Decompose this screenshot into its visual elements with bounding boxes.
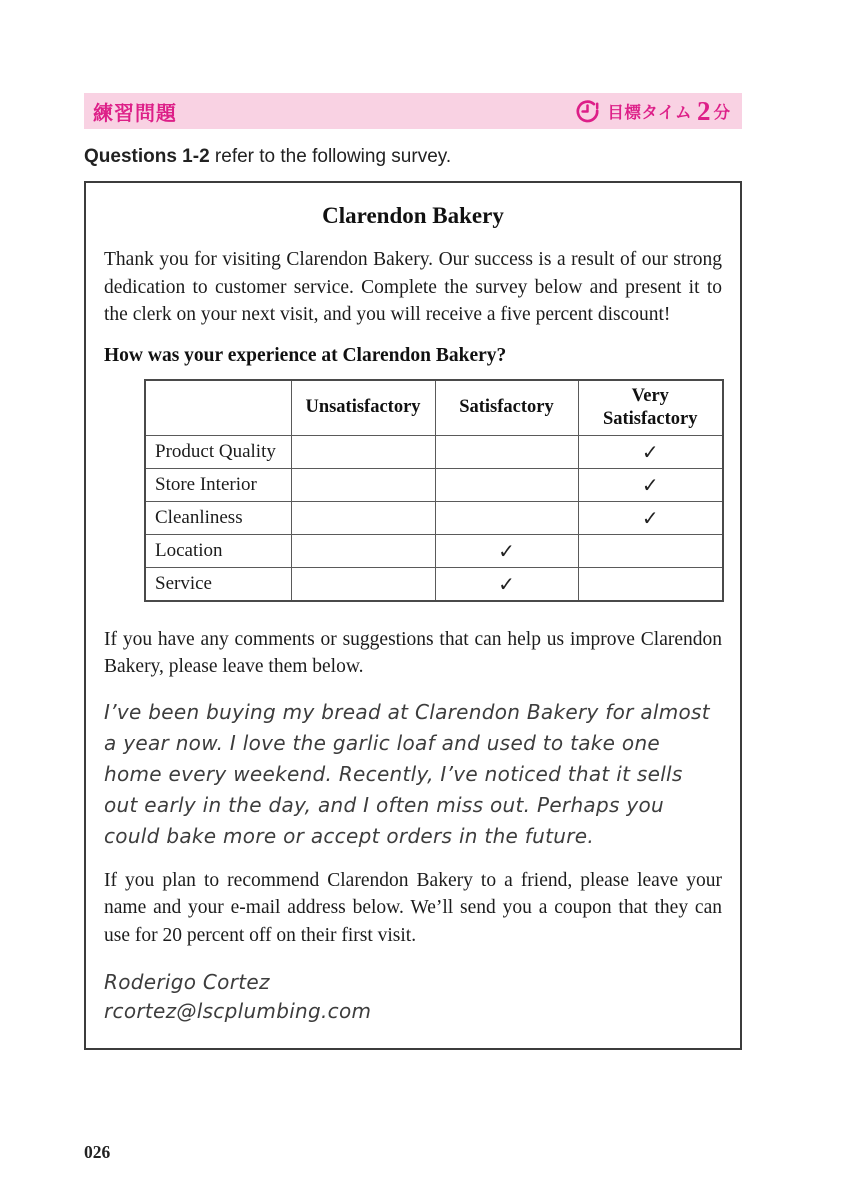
signature-name: Roderigo Cortez	[104, 970, 270, 994]
row-label: Product Quality	[145, 436, 291, 469]
experience-question-heading: How was your experience at Clarendon Bakery?	[104, 344, 507, 366]
table-row-store-interior	[145, 469, 723, 502]
table-row-cleanliness	[145, 502, 723, 535]
check-cell-unsatisfactory	[291, 469, 435, 502]
check-cell-satisfactory	[435, 469, 578, 502]
check-cell-unsatisfactory	[291, 535, 435, 568]
practice-header-bar	[84, 93, 742, 129]
row-label: Service	[145, 568, 291, 601]
table-row-location	[145, 535, 723, 568]
check-cell-very-satisfactory: ✓	[578, 469, 723, 502]
check-cell-satisfactory: ✓	[435, 568, 578, 601]
signature-block	[104, 968, 722, 1026]
check-cell-satisfactory	[435, 502, 578, 535]
questions-intro-rest: refer to the following survey.	[209, 146, 452, 167]
check-cell-unsatisfactory	[291, 436, 435, 469]
column-header-satisfactory: Satisfactory	[435, 380, 578, 436]
clock-icon	[575, 99, 607, 124]
timer-label: 目標タイム	[607, 103, 692, 122]
row-label: Location	[145, 535, 291, 568]
questions-intro	[84, 146, 742, 168]
target-time-badge	[575, 95, 730, 126]
column-header-very-satisfactory: Very Satisfactory	[578, 380, 723, 436]
check-cell-satisfactory: ✓	[435, 535, 578, 568]
recommend-paragraph: If you plan to recommend Clarendon Bakery to a friend, please leave your name and your e-mail address below. We’ll send you a coupon that they can use for 20 percent off on their first visit.	[104, 869, 722, 946]
survey-intro-paragraph: Thank you for visiting Clarendon Bakery. Our success is a result of our strong dedication to customer service. Complete the survey below and present it to the clerk on your next visit, and you will receive a five percent discount!	[104, 249, 722, 325]
rating-table-header-row	[145, 380, 723, 436]
comments-prompt-paragraph: If you have any comments or suggestions that can help us improve Clarendon Bakery, please leave them below.	[104, 628, 722, 677]
check-cell-very-satisfactory	[578, 568, 723, 601]
rating-table	[144, 379, 724, 602]
timer-unit: 分	[713, 103, 730, 122]
survey-title: Clarendon Bakery	[322, 203, 504, 228]
check-cell-very-satisfactory: ✓	[578, 502, 723, 535]
row-label: Cleanliness	[145, 502, 291, 535]
questions-range: Questions 1-2	[84, 146, 210, 167]
column-header-unsatisfactory: Unsatisfactory	[291, 380, 435, 436]
page-number: 026	[84, 1142, 111, 1162]
signature-email: rcortez@lscplumbing.com	[104, 999, 372, 1023]
customer-comment-handwritten: I’ve been buying my bread at Clarendon Bakery for almost a year now. I love the garlic loaf and used to take one home every weekend. Recently, I’ve noticed that it sells out early in the day, and I often miss out. Perhaps you could bake more or accept orders in the future.	[104, 699, 710, 848]
practice-label: 練習問題	[93, 102, 177, 125]
check-cell-satisfactory	[435, 436, 578, 469]
check-cell-very-satisfactory	[578, 535, 723, 568]
row-label: Store Interior	[145, 469, 291, 502]
column-header-blank	[145, 380, 291, 436]
timer-value: 2	[697, 95, 711, 126]
check-cell-unsatisfactory	[291, 568, 435, 601]
check-cell-unsatisfactory	[291, 502, 435, 535]
table-row-product-quality	[145, 436, 723, 469]
survey-box	[84, 181, 742, 1050]
check-cell-very-satisfactory: ✓	[578, 436, 723, 469]
table-row-service	[145, 568, 723, 601]
